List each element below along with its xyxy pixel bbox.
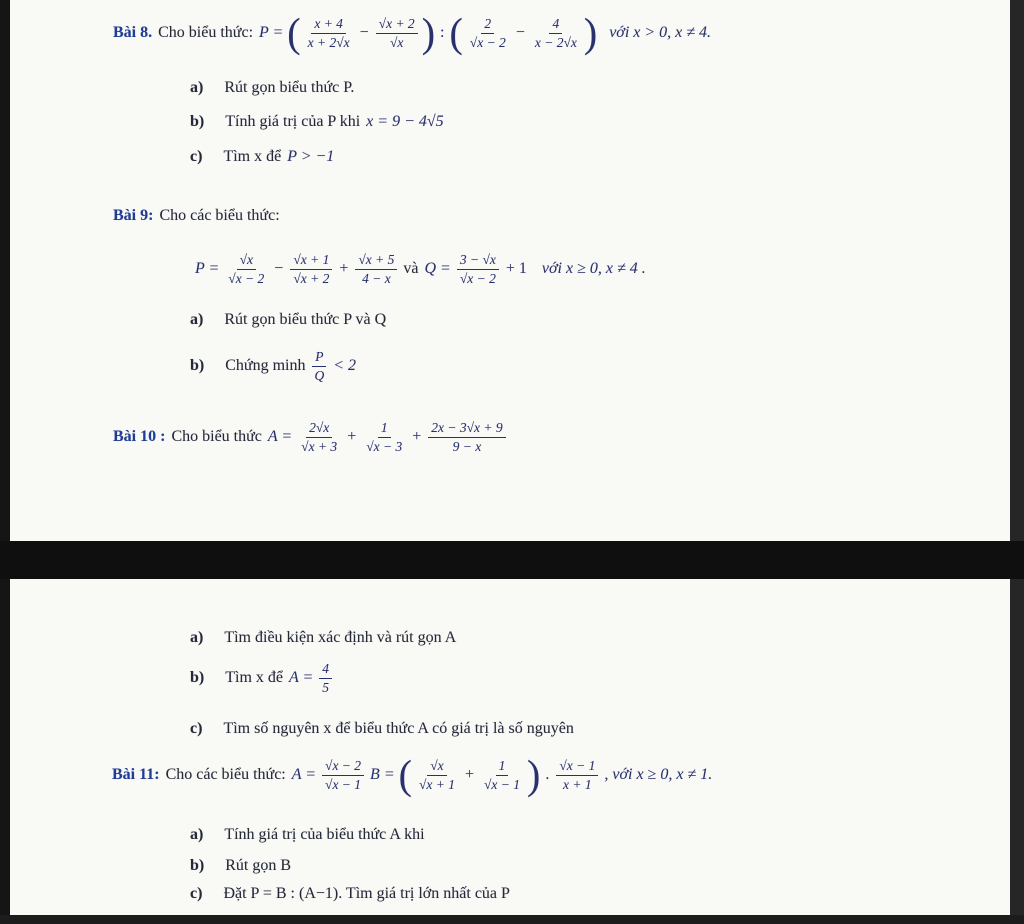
exercise-11-item-c [190, 884, 510, 904]
fraction [481, 758, 523, 792]
exercise-8-item-b [190, 112, 444, 132]
numerator: 3 − √x [457, 252, 499, 270]
denominator: x + 1 [563, 777, 592, 792]
numerator: 2x − 3√x + 9 [428, 420, 505, 438]
numerator: x + 4 [311, 16, 346, 34]
denominator: Q [314, 368, 325, 383]
denominator: 5 [322, 680, 330, 695]
division-colon: : [440, 24, 445, 41]
item-text: Tính giá trị của biểu thức A khi [224, 826, 425, 843]
formula-lhs: A = [267, 428, 293, 445]
fraction [376, 16, 418, 50]
domain-condition: , với x ≥ 0, x ≠ 1. [604, 766, 713, 783]
item-label: c) [190, 148, 203, 165]
page-bottom [10, 579, 1010, 915]
fraction [319, 661, 332, 695]
domain-condition: với x > 0, x ≠ 4. [609, 24, 712, 41]
exercise-9-formula [195, 246, 646, 292]
denominator: √x + 1 [418, 777, 455, 792]
and-word: và [403, 260, 419, 277]
item-text: Tìm số nguyên x để biểu thức A có giá trị là số nguyên [223, 720, 574, 737]
numerator: 4 [319, 661, 332, 679]
plus-operator: + [347, 428, 357, 445]
denominator: x − 2√x [534, 35, 577, 50]
exercise-8-statement [113, 10, 711, 56]
minus-operator: − [515, 24, 525, 41]
fraction [298, 420, 340, 454]
numerator: √x + 2 [376, 16, 418, 34]
denominator: √x + 2 [293, 271, 330, 286]
photo-right-edge [1010, 0, 1024, 924]
exercise-10-item-b [190, 657, 332, 699]
page-top [10, 0, 1010, 541]
formula-lhs: B = [370, 766, 395, 783]
item-text: Rút gọn biểu thức P và Q [224, 311, 387, 328]
denominator: √x [389, 35, 404, 50]
fraction [225, 252, 267, 286]
fraction [363, 420, 405, 454]
denominator: √x − 2 [469, 35, 506, 50]
item-text: Tìm x để [223, 148, 282, 165]
formula-lhs: P = [259, 24, 284, 41]
fraction [305, 16, 353, 50]
item-label: a) [190, 311, 204, 328]
photo-left-edge [0, 0, 10, 924]
denominator: 9 − x [452, 439, 482, 454]
denominator: √x − 2 [459, 271, 496, 286]
formula-lhs: Q = [424, 260, 451, 277]
numerator: 2 [481, 16, 494, 34]
domain-condition: với x ≥ 0, x ≠ 4 . [541, 260, 646, 277]
open-paren: ( [449, 9, 463, 56]
item-text: Chứng minh [225, 357, 306, 374]
exercise-8-item-c [190, 147, 334, 167]
exercise-11-header: Bài 11: [112, 766, 160, 783]
formula-lhs: P = [195, 260, 220, 277]
minus-operator: − [274, 260, 284, 277]
exercise-10-item-a [190, 628, 456, 648]
denominator: √x − 1 [484, 777, 521, 792]
item-label: a) [190, 629, 204, 646]
multiplication-dot: . [545, 766, 550, 783]
item-label: a) [190, 79, 204, 96]
exercise-8-intro: Cho biểu thức: [158, 24, 254, 41]
numerator: P [312, 349, 326, 367]
item-text: Tìm điều kiện xác định và rút gọn A [224, 629, 457, 646]
fraction [322, 758, 364, 792]
item-math: A = [289, 669, 314, 686]
exercise-9-intro: Cho các biểu thức: [159, 207, 280, 224]
item-text: Rút gọn biểu thức P. [224, 79, 355, 96]
minus-operator: − [359, 24, 369, 41]
exercise-10-header: Bài 10 : [113, 428, 166, 445]
close-paren: ) [527, 751, 541, 798]
item-label: b) [190, 113, 205, 130]
exercise-8-header: Bài 8. [113, 24, 153, 41]
exercise-11-item-a [190, 825, 425, 845]
item-math: < 2 [333, 357, 357, 374]
page-gap-divider [0, 541, 1024, 579]
exercise-8-item-a [190, 78, 354, 98]
numerator: √x − 1 [556, 758, 598, 776]
item-math: x = 9 − 4√5 [366, 113, 444, 130]
numerator: √x + 5 [355, 252, 397, 270]
item-text: Tính giá trị của P khi [225, 113, 361, 130]
fraction [457, 252, 499, 286]
denominator: √x − 3 [366, 439, 403, 454]
item-text: Đặt P = B : (A−1). Tìm giá trị lớn nhất của P [223, 885, 510, 902]
numerator: √x + 1 [290, 252, 332, 270]
numerator: 1 [378, 420, 391, 438]
denominator: √x − 2 [228, 271, 265, 286]
item-text: Rút gọn B [225, 857, 292, 874]
plus-one-term: + 1 [505, 260, 527, 277]
item-label: b) [190, 857, 205, 874]
exercise-10-statement [113, 414, 506, 460]
formula-lhs: A = [291, 766, 317, 783]
numerator: 1 [496, 758, 509, 776]
numerator: 2√x [306, 420, 332, 438]
item-label: a) [190, 826, 204, 843]
plus-operator: + [339, 260, 349, 277]
numerator: 4 [549, 16, 562, 34]
denominator: x + 2√x [307, 35, 350, 50]
exercise-9-item-b [190, 344, 356, 388]
exercise-11-statement [112, 751, 712, 799]
fraction [311, 349, 327, 383]
plus-operator: + [464, 766, 474, 783]
exercise-11-intro: Cho các biểu thức: [165, 766, 286, 783]
item-label: b) [190, 357, 205, 374]
exercise-9-header-row [113, 206, 280, 226]
item-text: Tìm x để [225, 669, 283, 686]
numerator: √x [427, 758, 446, 776]
fraction [290, 252, 332, 286]
item-label: b) [190, 669, 205, 686]
plus-operator: + [412, 428, 422, 445]
exercise-10-item-c [190, 719, 574, 739]
item-label: c) [190, 885, 203, 902]
item-label: c) [190, 720, 203, 737]
fraction [467, 16, 509, 50]
numerator: √x [237, 252, 256, 270]
denominator: √x + 3 [301, 439, 338, 454]
close-paren: ) [421, 9, 436, 56]
exercise-9-item-a [190, 310, 386, 330]
photo-bottom-edge [0, 915, 1024, 924]
fraction [416, 758, 458, 792]
open-paren: ( [287, 9, 301, 56]
open-paren: ( [398, 751, 412, 798]
exercise-10-intro: Cho biểu thức [171, 428, 262, 445]
numerator: √x − 2 [322, 758, 364, 776]
close-paren: ) [583, 9, 598, 56]
fraction [355, 252, 397, 286]
denominator: √x − 1 [325, 777, 362, 792]
exercise-11-item-b [190, 856, 291, 876]
denominator: 4 − x [362, 271, 391, 286]
exercise-9-header: Bài 9: [113, 207, 154, 224]
fraction [428, 420, 505, 454]
fraction [556, 758, 598, 792]
fraction [532, 16, 580, 50]
item-math: P > −1 [287, 148, 335, 165]
